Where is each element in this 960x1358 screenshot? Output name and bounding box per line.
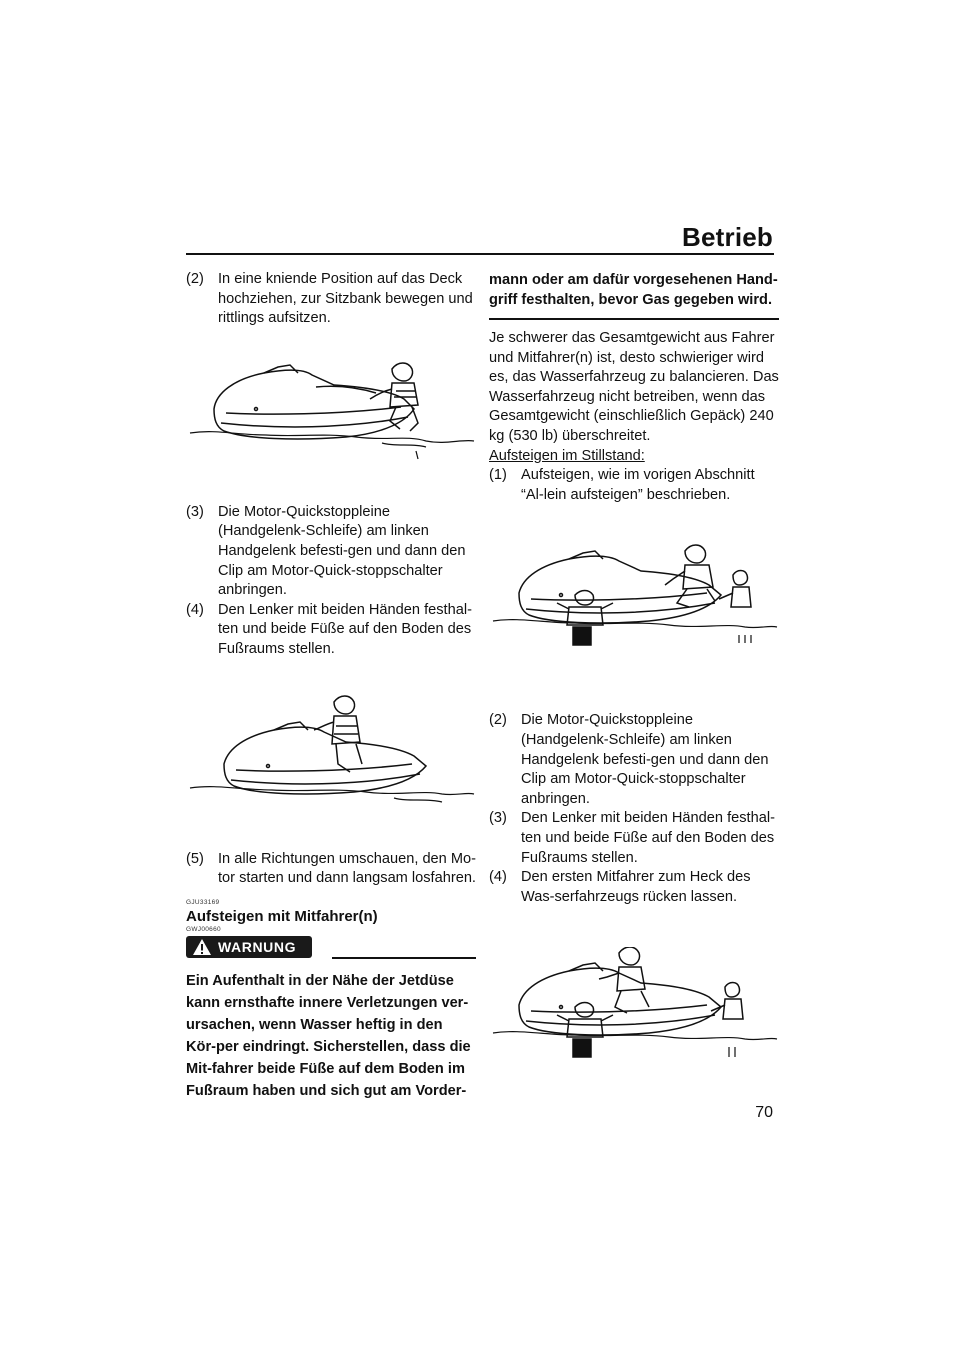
page-number: 70: [755, 1104, 773, 1121]
step-text: Den ersten Mitfahrer zum Heck des Was-serfahrzeugs rücken lassen.: [521, 869, 751, 905]
step-3-right: [489, 809, 779, 868]
step-number: (2): [186, 271, 204, 287]
right-column: [489, 270, 779, 1077]
step-text: Aufsteigen, wie im vorigen Abschnitt “Al-lein aufsteigen” beschrieben.: [521, 467, 755, 503]
warning-triangle-icon: [192, 938, 212, 956]
step-number: (5): [186, 850, 204, 867]
warning-code: GWJ00660: [186, 925, 221, 933]
step-4-left: [186, 601, 476, 660]
header-rule: [186, 253, 774, 255]
step-text: In eine kniende Position auf das Deck hochziehen, zur Sitzbank bewegen und rittlings aufsitzen.: [218, 271, 473, 327]
step-number: (4): [489, 869, 507, 886]
step-2-left: [186, 270, 476, 329]
step-text: Den Lenker mit beiden Händen festhal-ten und beide Füße auf den Boden des Fußraums stellen.: [521, 810, 775, 866]
step-number: (1): [489, 467, 507, 484]
warning-rule: [332, 957, 476, 959]
step-number: (3): [489, 810, 507, 827]
illustration-rider-seated: [186, 692, 476, 812]
left-column: [186, 270, 476, 1102]
step-3-left: [186, 503, 476, 601]
warning-end-rule: [489, 318, 779, 320]
warning-text-continued: mann oder am dafür vorgesehenen Hand-griff festhalten, bevor Gas gegeben wird.: [489, 272, 778, 308]
warning-text: Ein Aufenthalt in der Nähe der Jetdüse kann ernsthafte innere Verletzungen ver-ursachen, wenn Wasser heftig in den Kör-per eindringt. Sicherstellen, dass die Mit-fahrer beide Füße auf dem Boden im Fußraum haben und sich gut am Vorder-: [186, 972, 471, 1099]
section-code: GJU33169: [186, 898, 220, 906]
step-number: (2): [489, 712, 507, 729]
step-text: Die Motor-Quickstoppleine (Handgelenk-Schleife) am linken Handgelenk befesti-gen und dann den Clip am Motor-Quick-stoppschalter anbringen.: [521, 712, 769, 807]
step-text: Die Motor-Quickstoppleine (Handgelenk-Schleife) am linken Handgelenk befesti-gen und dann den Clip am Motor-Quick-stoppschalter anbringen.: [218, 503, 466, 599]
step-number: (4): [186, 601, 204, 618]
illustration-passenger-boarding: [489, 543, 779, 663]
warning-badge: [186, 936, 312, 958]
step-2-right: [489, 711, 779, 809]
subheading-stationary: Aufsteigen im Stillstand:: [489, 447, 645, 464]
step-4-right: [489, 868, 779, 907]
step-text: Den Lenker mit beiden Händen festhal-ten und beide Füße auf den Boden des Fußraums stellen.: [218, 601, 472, 657]
section-heading: Aufsteigen mit Mitfahrer(n): [186, 907, 378, 925]
step-text: In alle Richtungen umschauen, den Mo-tor starten und dann langsam losfahren.: [218, 850, 476, 887]
step-1-right: [489, 466, 779, 505]
step-number: (3): [186, 503, 204, 520]
step-5-left: [186, 850, 476, 889]
warning-header: [186, 936, 476, 960]
page-title: Betrieb: [682, 222, 773, 252]
warning-label: WARNUNG: [218, 938, 297, 955]
weight-paragraph: Je schwerer das Gesamtgewicht aus Fahrer und Mitfahrer(n) ist, desto schwieriger wird es, das Wasserfahrzeug zu balancieren. Das Wasserfahrzeug nicht betreiben, wenn das Gesamtgewicht (einschließlich Gepäck) 240 kg (530 lb) überschreitet.: [489, 330, 779, 444]
illustration-passenger-moving-to-stern: [489, 947, 779, 1077]
illustration-kneeling-on-deck: [186, 351, 476, 469]
